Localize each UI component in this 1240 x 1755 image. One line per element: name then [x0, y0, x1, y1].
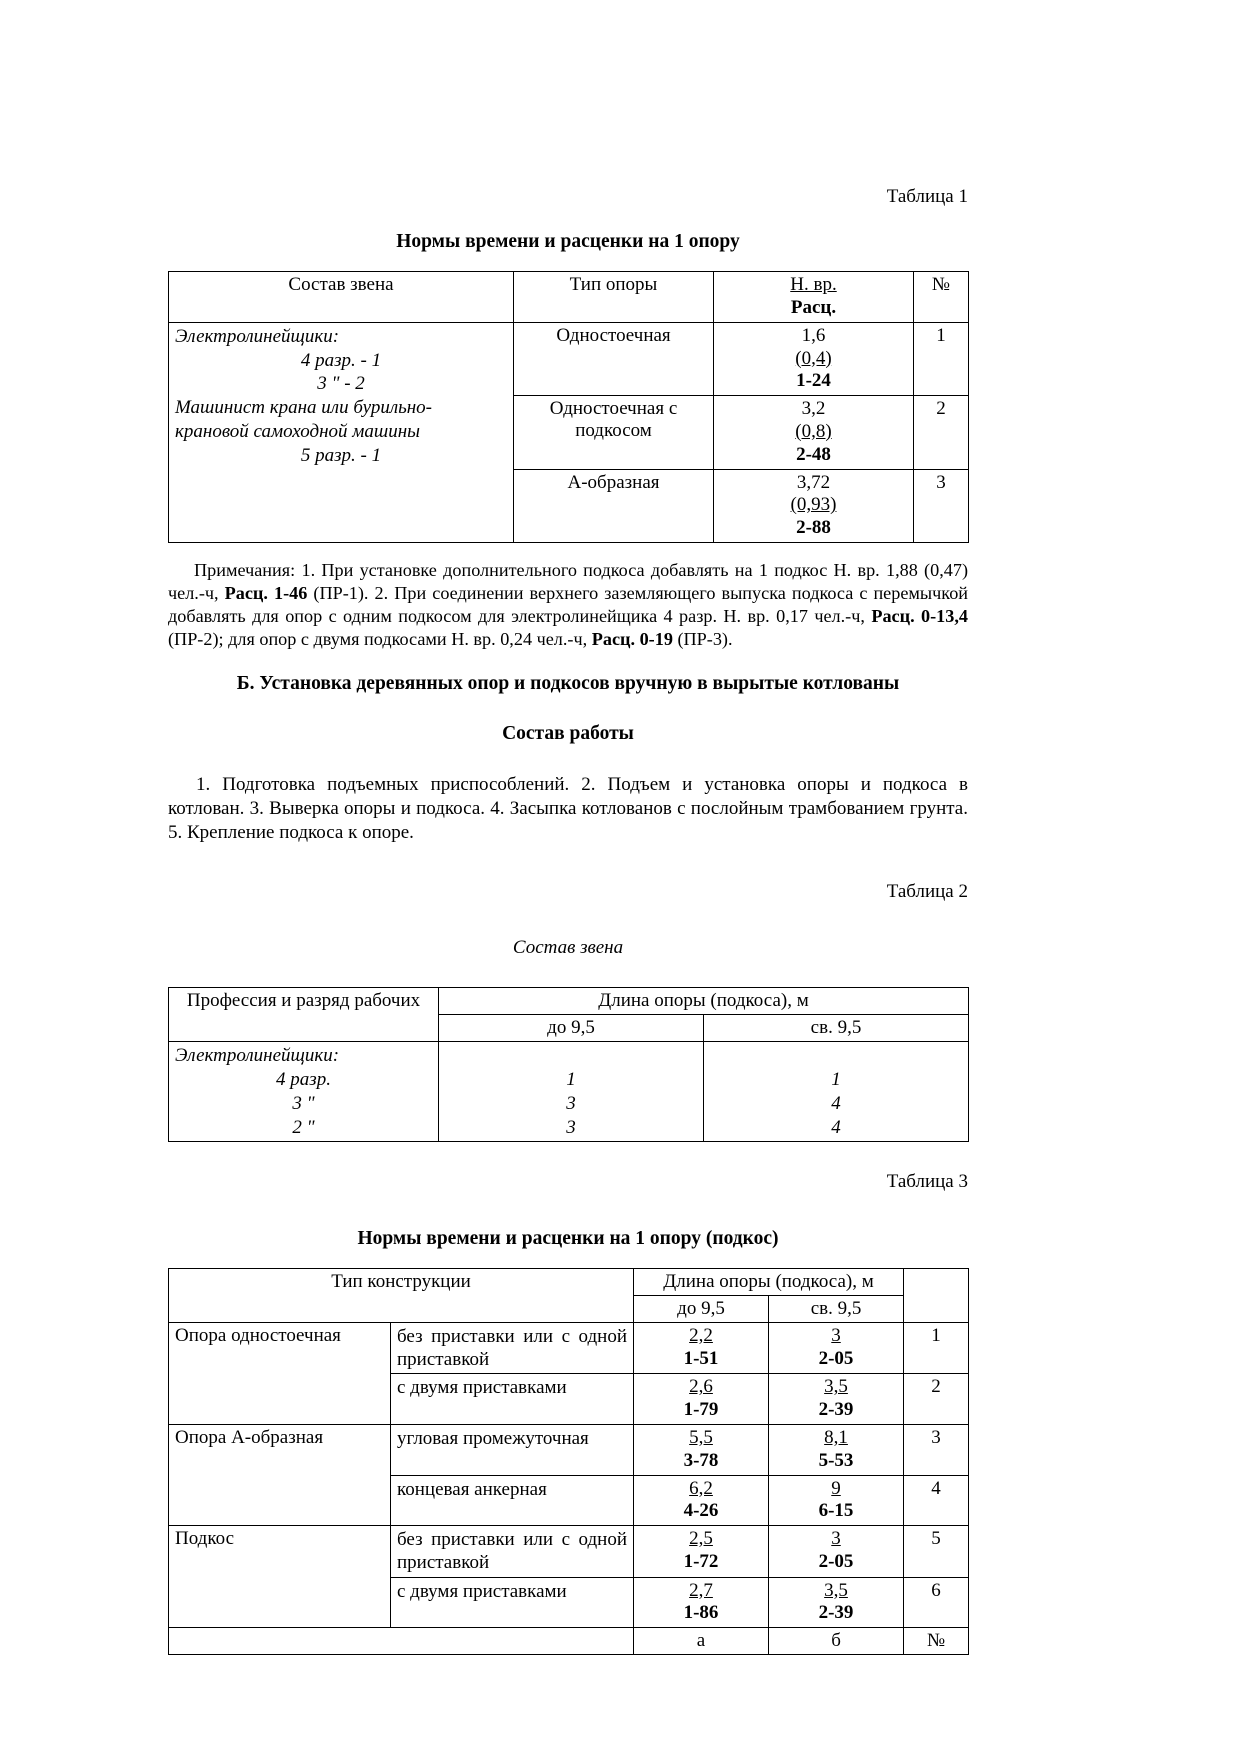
- table3-over-rate: 6-15: [818, 1500, 854, 1522]
- table2-upto-0: 1: [566, 1069, 576, 1091]
- table1-rate: 2-48: [796, 443, 831, 465]
- table3-over-cell: [769, 1526, 904, 1577]
- table1-number: 3: [914, 469, 969, 542]
- table3-upto-rate: 1-72: [683, 1550, 719, 1572]
- table2-header-profession: Профессия и разряд рабочих: [169, 988, 439, 1042]
- table1-header-row: [169, 271, 969, 322]
- table3: [168, 1268, 969, 1655]
- table3-upto-cell: [634, 1323, 769, 1374]
- table2-rank-1: 3 ": [292, 1092, 315, 1114]
- table3-upto-rate: 3-78: [683, 1449, 719, 1471]
- table1-norm: 3,72: [796, 471, 831, 493]
- crew-line-4: крановой самоходной машины: [175, 420, 421, 442]
- table1-number: 2: [914, 396, 969, 469]
- table3-header-number-blank: [904, 1269, 969, 1323]
- table3-over-norm: 8,1: [824, 1426, 848, 1448]
- table2: [168, 987, 969, 1142]
- table3-header-upto: до 9,5: [634, 1296, 769, 1323]
- table3-over-cell: [769, 1323, 904, 1374]
- table2-profession-cell: [169, 1042, 439, 1142]
- table3-upto-cell: [634, 1526, 769, 1577]
- table2-title: Состав звена: [512, 937, 624, 959]
- table2-upto-2: 3: [566, 1116, 576, 1138]
- table3-over-norm: 3,5: [824, 1579, 848, 1601]
- table1-rate-cell: [714, 469, 914, 542]
- table3-upto-rate: 1-79: [683, 1399, 719, 1421]
- table2-body-row: [169, 1042, 969, 1142]
- table2-lead-label: Электролинейщики:: [175, 1045, 340, 1067]
- notes-label: Примечания:: [194, 559, 296, 580]
- table2-header-length: Длина опоры (подкоса), м: [439, 988, 969, 1015]
- table1-crew-cell: [169, 322, 514, 542]
- work-composition-title: Состав работы: [502, 722, 634, 744]
- notes-item1-a: 1. При установке дополнительного подкоса добавлять на 1 подкос Н. вр. 1,88 (0,47) чел.-ч,: [168, 559, 968, 603]
- crew-line-2: 3 " - 2: [317, 373, 365, 395]
- table1-support-type: А-образная: [514, 469, 714, 542]
- table3-number: 5: [904, 1526, 969, 1577]
- table3-caption: Таблица 3: [886, 1171, 968, 1193]
- table1-title: Нормы времени и расценки на 1 опору: [396, 230, 740, 252]
- table2-caption: Таблица 2: [886, 880, 968, 902]
- table3-number: 2: [904, 1374, 969, 1425]
- table3-upto-cell: [634, 1374, 769, 1425]
- table1-rate: 1-24: [796, 370, 831, 392]
- table3-over-rate: 2-05: [818, 1347, 854, 1369]
- table3-over-cell: [769, 1374, 904, 1425]
- table3-number: 3: [904, 1424, 969, 1475]
- table1-norm: 1,6: [801, 324, 826, 346]
- table3-upto-norm: 6,2: [689, 1477, 713, 1499]
- notes-item2-c: (ПР-3).: [677, 628, 733, 649]
- table3-over-norm: 3: [831, 1528, 841, 1550]
- notes-item1-bold: Расц. 1-46: [224, 582, 308, 603]
- table3-row: [169, 1424, 969, 1475]
- notes-item2-bold2: Расц. 0-19: [591, 628, 673, 649]
- table3-upto-cell: [634, 1424, 769, 1475]
- table3-over-norm: 3,5: [824, 1376, 848, 1398]
- table1-header-rate: [714, 271, 914, 322]
- table1-paren: (0,8): [795, 420, 832, 442]
- table1-header-crew: Состав звена: [169, 271, 514, 322]
- table2-rank-2: 2 ": [292, 1116, 315, 1138]
- table3-upto-rate: 1-51: [683, 1347, 719, 1369]
- table1-support-type: Одностоечная: [514, 322, 714, 395]
- notes-item2-b: (ПР-2); для опор с двумя подкосами Н. вр. 0,24 чел.-ч,: [168, 628, 588, 649]
- table1: [168, 271, 969, 543]
- table3-over-rate: 2-05: [818, 1550, 854, 1572]
- document-content: [168, 185, 968, 1655]
- table1-paren: (0,4): [795, 347, 832, 369]
- table1-support-type: Одностоечная с подкосом: [514, 396, 714, 469]
- table3-upto-rate: 1-86: [683, 1602, 719, 1624]
- table1-caption: Таблица 1: [886, 186, 968, 207]
- table1-rate-cell: [714, 396, 914, 469]
- section-b-heading: Б. Установка деревянных опор и подкосов вручную в вырытые котлованы: [236, 672, 900, 694]
- table3-upto-rate: 4-26: [683, 1500, 719, 1522]
- table3-variant: без приставки или с одной приставкой: [391, 1323, 634, 1374]
- table3-row: [169, 1323, 969, 1374]
- table3-variant: с двумя приставками: [391, 1577, 634, 1628]
- table3-upto-cell: [634, 1475, 769, 1526]
- table1-rate-cell: [714, 322, 914, 395]
- table3-group: Опора одностоечная: [169, 1323, 391, 1425]
- table3-header-length: Длина опоры (подкоса), м: [634, 1269, 904, 1296]
- table1-header-rate-bottom: Расц.: [790, 296, 837, 318]
- table1-norm: 3,2: [801, 398, 826, 420]
- table3-over-rate: 2-39: [818, 1602, 854, 1624]
- table1-header-support-type: Тип опоры: [514, 271, 714, 322]
- table3-over-norm: 3: [831, 1325, 841, 1347]
- table3-number: 6: [904, 1577, 969, 1628]
- table3-footer-a: а: [634, 1628, 769, 1655]
- table2-over-0: 1: [831, 1069, 841, 1091]
- table3-over-cell: [769, 1577, 904, 1628]
- table2-over-1: 4: [831, 1092, 841, 1114]
- table2-over-2: 4: [831, 1116, 841, 1138]
- table3-upto-norm: 2,5: [689, 1528, 713, 1550]
- table3-over-rate: 2-39: [818, 1399, 854, 1421]
- table3-row: [169, 1526, 969, 1577]
- table3-header-construction-type: Тип конструкции: [169, 1269, 634, 1323]
- table1-header-rate-top: Н. вр.: [790, 273, 837, 295]
- table3-upto-norm: 2,6: [689, 1376, 713, 1398]
- table2-header-over: св. 9,5: [704, 1015, 969, 1042]
- table3-upto-norm: 5,5: [689, 1426, 713, 1448]
- table3-title: Нормы времени и расценки на 1 опору (подкос): [357, 1228, 779, 1250]
- table1-header-number: №: [914, 271, 969, 322]
- table3-over-cell: [769, 1424, 904, 1475]
- notes-item1-b: (ПР-1).: [313, 582, 369, 603]
- table3-footer-blank: [169, 1628, 634, 1655]
- table2-over-cell: [704, 1042, 969, 1142]
- table1-row: [169, 322, 969, 395]
- work-composition-text: 1. Подготовка подъемных приспособлений. 2. Подъем и установка опоры и подкоса в котлован. 3. Выверка опоры и подкоса. 4. Засыпка котлованов с послойным трамбованием грунта. 5. Крепление подкоса к опоре.: [168, 773, 968, 844]
- table3-variant: с двумя приставками: [391, 1374, 634, 1425]
- table3-number: 1: [904, 1323, 969, 1374]
- table3-variant: концевая анкерная: [391, 1475, 634, 1526]
- table3-group: Подкос: [169, 1526, 391, 1628]
- table3-variant: без приставки или с одной приставкой: [391, 1526, 634, 1577]
- table3-upto-cell: [634, 1577, 769, 1628]
- table3-over-norm: 9: [831, 1477, 841, 1499]
- table2-rank-0: 4 разр.: [276, 1069, 331, 1091]
- table3-over-cell: [769, 1475, 904, 1526]
- table2-header-upto: до 9,5: [439, 1015, 704, 1042]
- table3-footer-b: б: [769, 1628, 904, 1655]
- table3-variant: угловая промежуточная: [391, 1424, 634, 1475]
- table3-header-over: св. 9,5: [769, 1296, 904, 1323]
- table2-upto-cell: [439, 1042, 704, 1142]
- table3-footer-number: №: [904, 1628, 969, 1655]
- table1-notes: [168, 559, 968, 651]
- table1-rate: 2-88: [796, 517, 831, 539]
- crew-line-5: 5 разр. - 1: [300, 444, 382, 466]
- notes-item2-bold: Расц. 0-13,4: [871, 605, 969, 626]
- table3-upto-norm: 2,2: [689, 1325, 713, 1347]
- table3-footer-row: [169, 1628, 969, 1655]
- table1-paren: (0,93): [790, 494, 837, 516]
- table3-group: Опора А-образная: [169, 1424, 391, 1525]
- crew-line-3: Машинист крана или бурильно-: [175, 397, 433, 418]
- table2-upto-1: 3: [566, 1092, 576, 1114]
- crew-line-0: Электролинейщики:: [175, 325, 340, 347]
- crew-line-1: 4 разр. - 1: [300, 349, 382, 371]
- table3-over-rate: 5-53: [818, 1449, 854, 1471]
- notes-item2-a: 2. При соединении верхнего заземляющего выпуска подкоса с перемычкой добавлять для опор с одним подкосом для электролинейщика 4 разр. Н. вр. 0,17 чел.-ч,: [168, 582, 969, 626]
- table3-header-row: [169, 1269, 969, 1296]
- table3-upto-norm: 2,7: [689, 1579, 713, 1601]
- table3-number: 4: [904, 1475, 969, 1526]
- table2-header-row: [169, 988, 969, 1015]
- table1-number: 1: [914, 322, 969, 395]
